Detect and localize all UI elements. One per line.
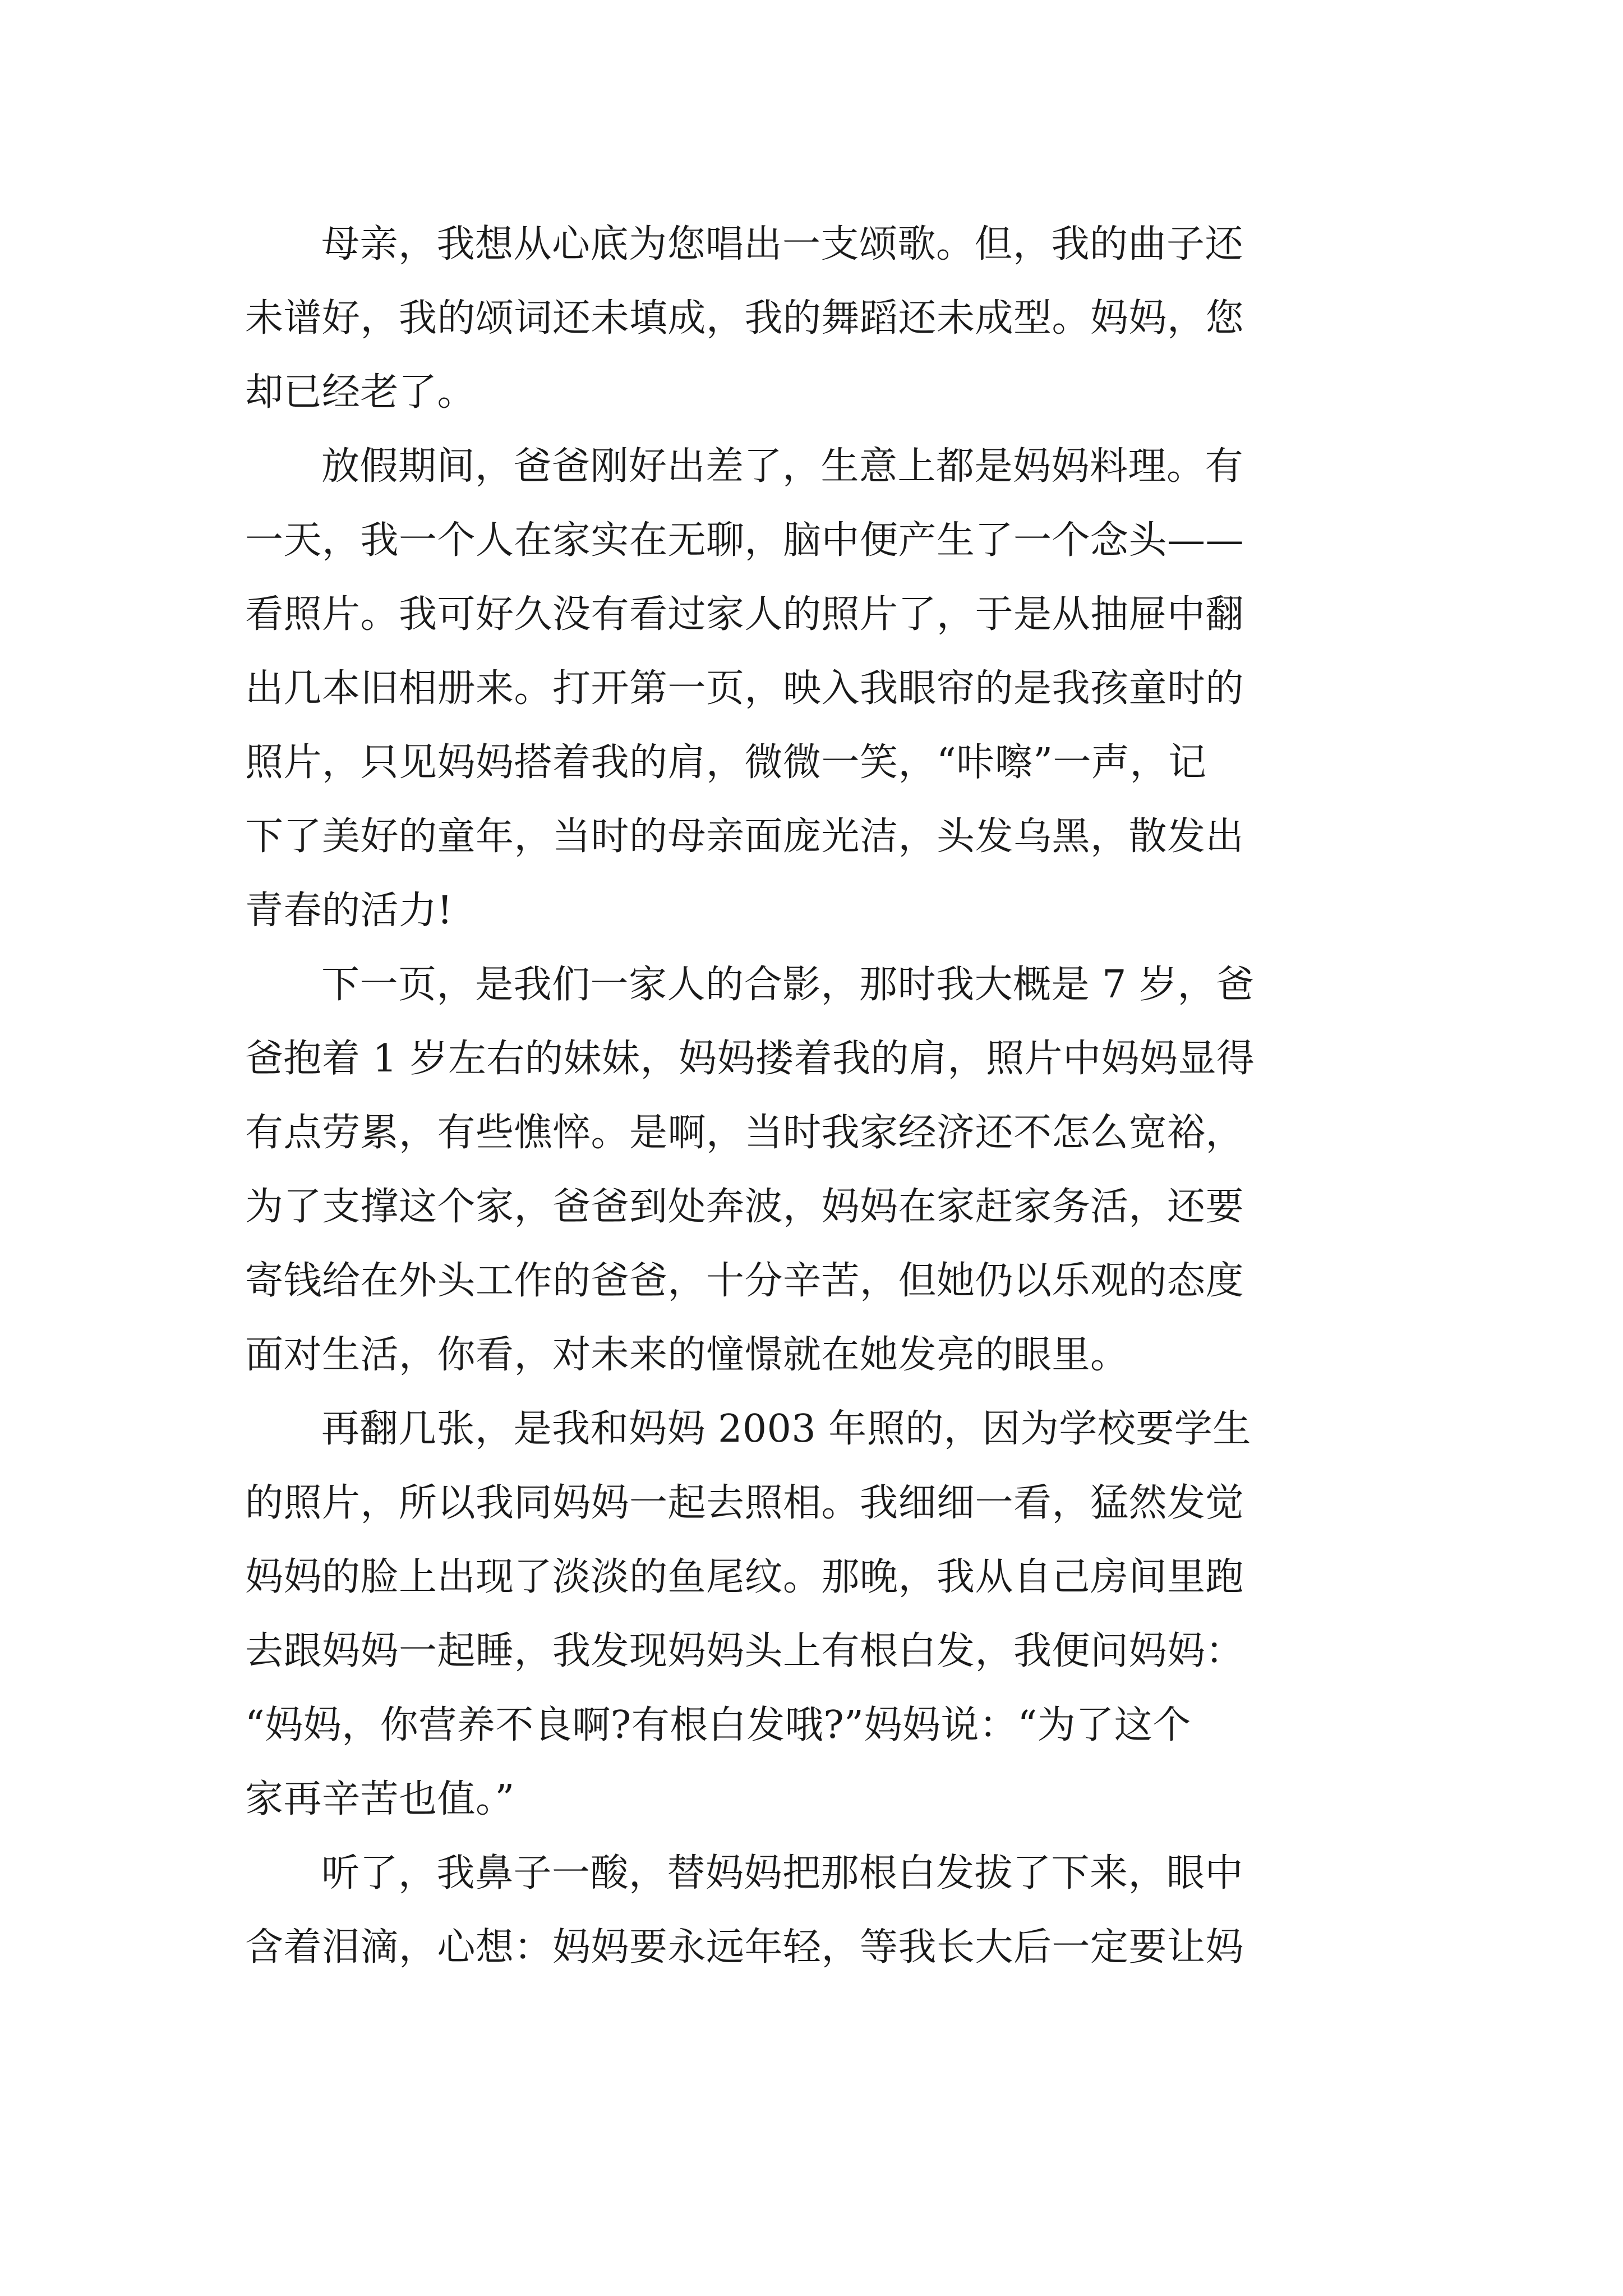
text-line: 寄钱给在外头工作的爸爸，十分辛苦，但她仍以乐观的态度 xyxy=(245,1259,1244,1303)
text-line: 爸抱着 1 岁左右的妹妹，妈妈搂着我的肩，照片中妈妈显得 xyxy=(245,1037,1255,1081)
text-line: 听了，我鼻子一酸，替妈妈把那根白发拔了下来，眼中 xyxy=(321,1851,1244,1895)
text-line: 去跟妈妈一起睡，我发现妈妈头上有根白发，我便问妈妈： xyxy=(245,1629,1244,1673)
text-line: 青春的活力! xyxy=(245,889,453,933)
text-line: 下一页，是我们一家人的合影，那时我大概是 7 岁，爸 xyxy=(321,963,1255,1007)
text-line: 的照片，所以我同妈妈一起去照相。我细细一看，猛然发觉 xyxy=(245,1481,1244,1525)
text-line: 有点劳累，有些憔悴。是啊，当时我家经济还不怎么宽裕， xyxy=(245,1111,1244,1155)
text-line: 未谱好，我的颂词还未填成，我的舞蹈还未成型。妈妈，您 xyxy=(245,296,1244,341)
text-line: 出几本旧相册来。打开第一页，映入我眼帘的是我孩童时的 xyxy=(245,666,1244,711)
text-line: 妈妈的脸上出现了淡淡的鱼尾纹。那晚，我从自己房间里跑 xyxy=(245,1555,1244,1599)
essay-body xyxy=(245,208,1389,1985)
text-line: 家再辛苦也值。” xyxy=(245,1777,515,1821)
text-line: 一天，我一个人在家实在无聊，脑中便产生了一个念头—— xyxy=(245,518,1244,563)
text-line: 下了美好的童年，当时的母亲面庞光洁，头发乌黑，散发出 xyxy=(245,815,1244,859)
text-line: 母亲，我想从心底为您唱出一支颂歌。但，我的曲子还 xyxy=(321,222,1244,266)
text-line: 却已经老了。 xyxy=(245,370,476,415)
text-line: 照片，只见妈妈搭着我的肩，微微一笑，“咔嚓”一声，记 xyxy=(245,740,1207,785)
text-line: 面对生活，你看，对未来的憧憬就在她发亮的眼里。 xyxy=(245,1333,1129,1377)
text-line: 为了支撑这个家，爸爸到处奔波，妈妈在家赶家务活，还要 xyxy=(245,1185,1244,1229)
text-line: 看照片。我可好久没有看过家人的照片了，于是从抽屉中翻 xyxy=(245,592,1244,637)
text-line: 放假期间，爸爸刚好出差了，生意上都是妈妈料理。有 xyxy=(321,444,1244,489)
text-line: 再翻几张，是我和妈妈 2003 年照的，因为学校要学生 xyxy=(321,1407,1251,1451)
text-line: 含着泪滴，心想：妈妈要永远年轻，等我长大后一定要让妈 xyxy=(245,1925,1244,1970)
text-line: “妈妈，你营养不良啊?有根白发哦?”妈妈说：“为了这个 xyxy=(245,1703,1191,1747)
